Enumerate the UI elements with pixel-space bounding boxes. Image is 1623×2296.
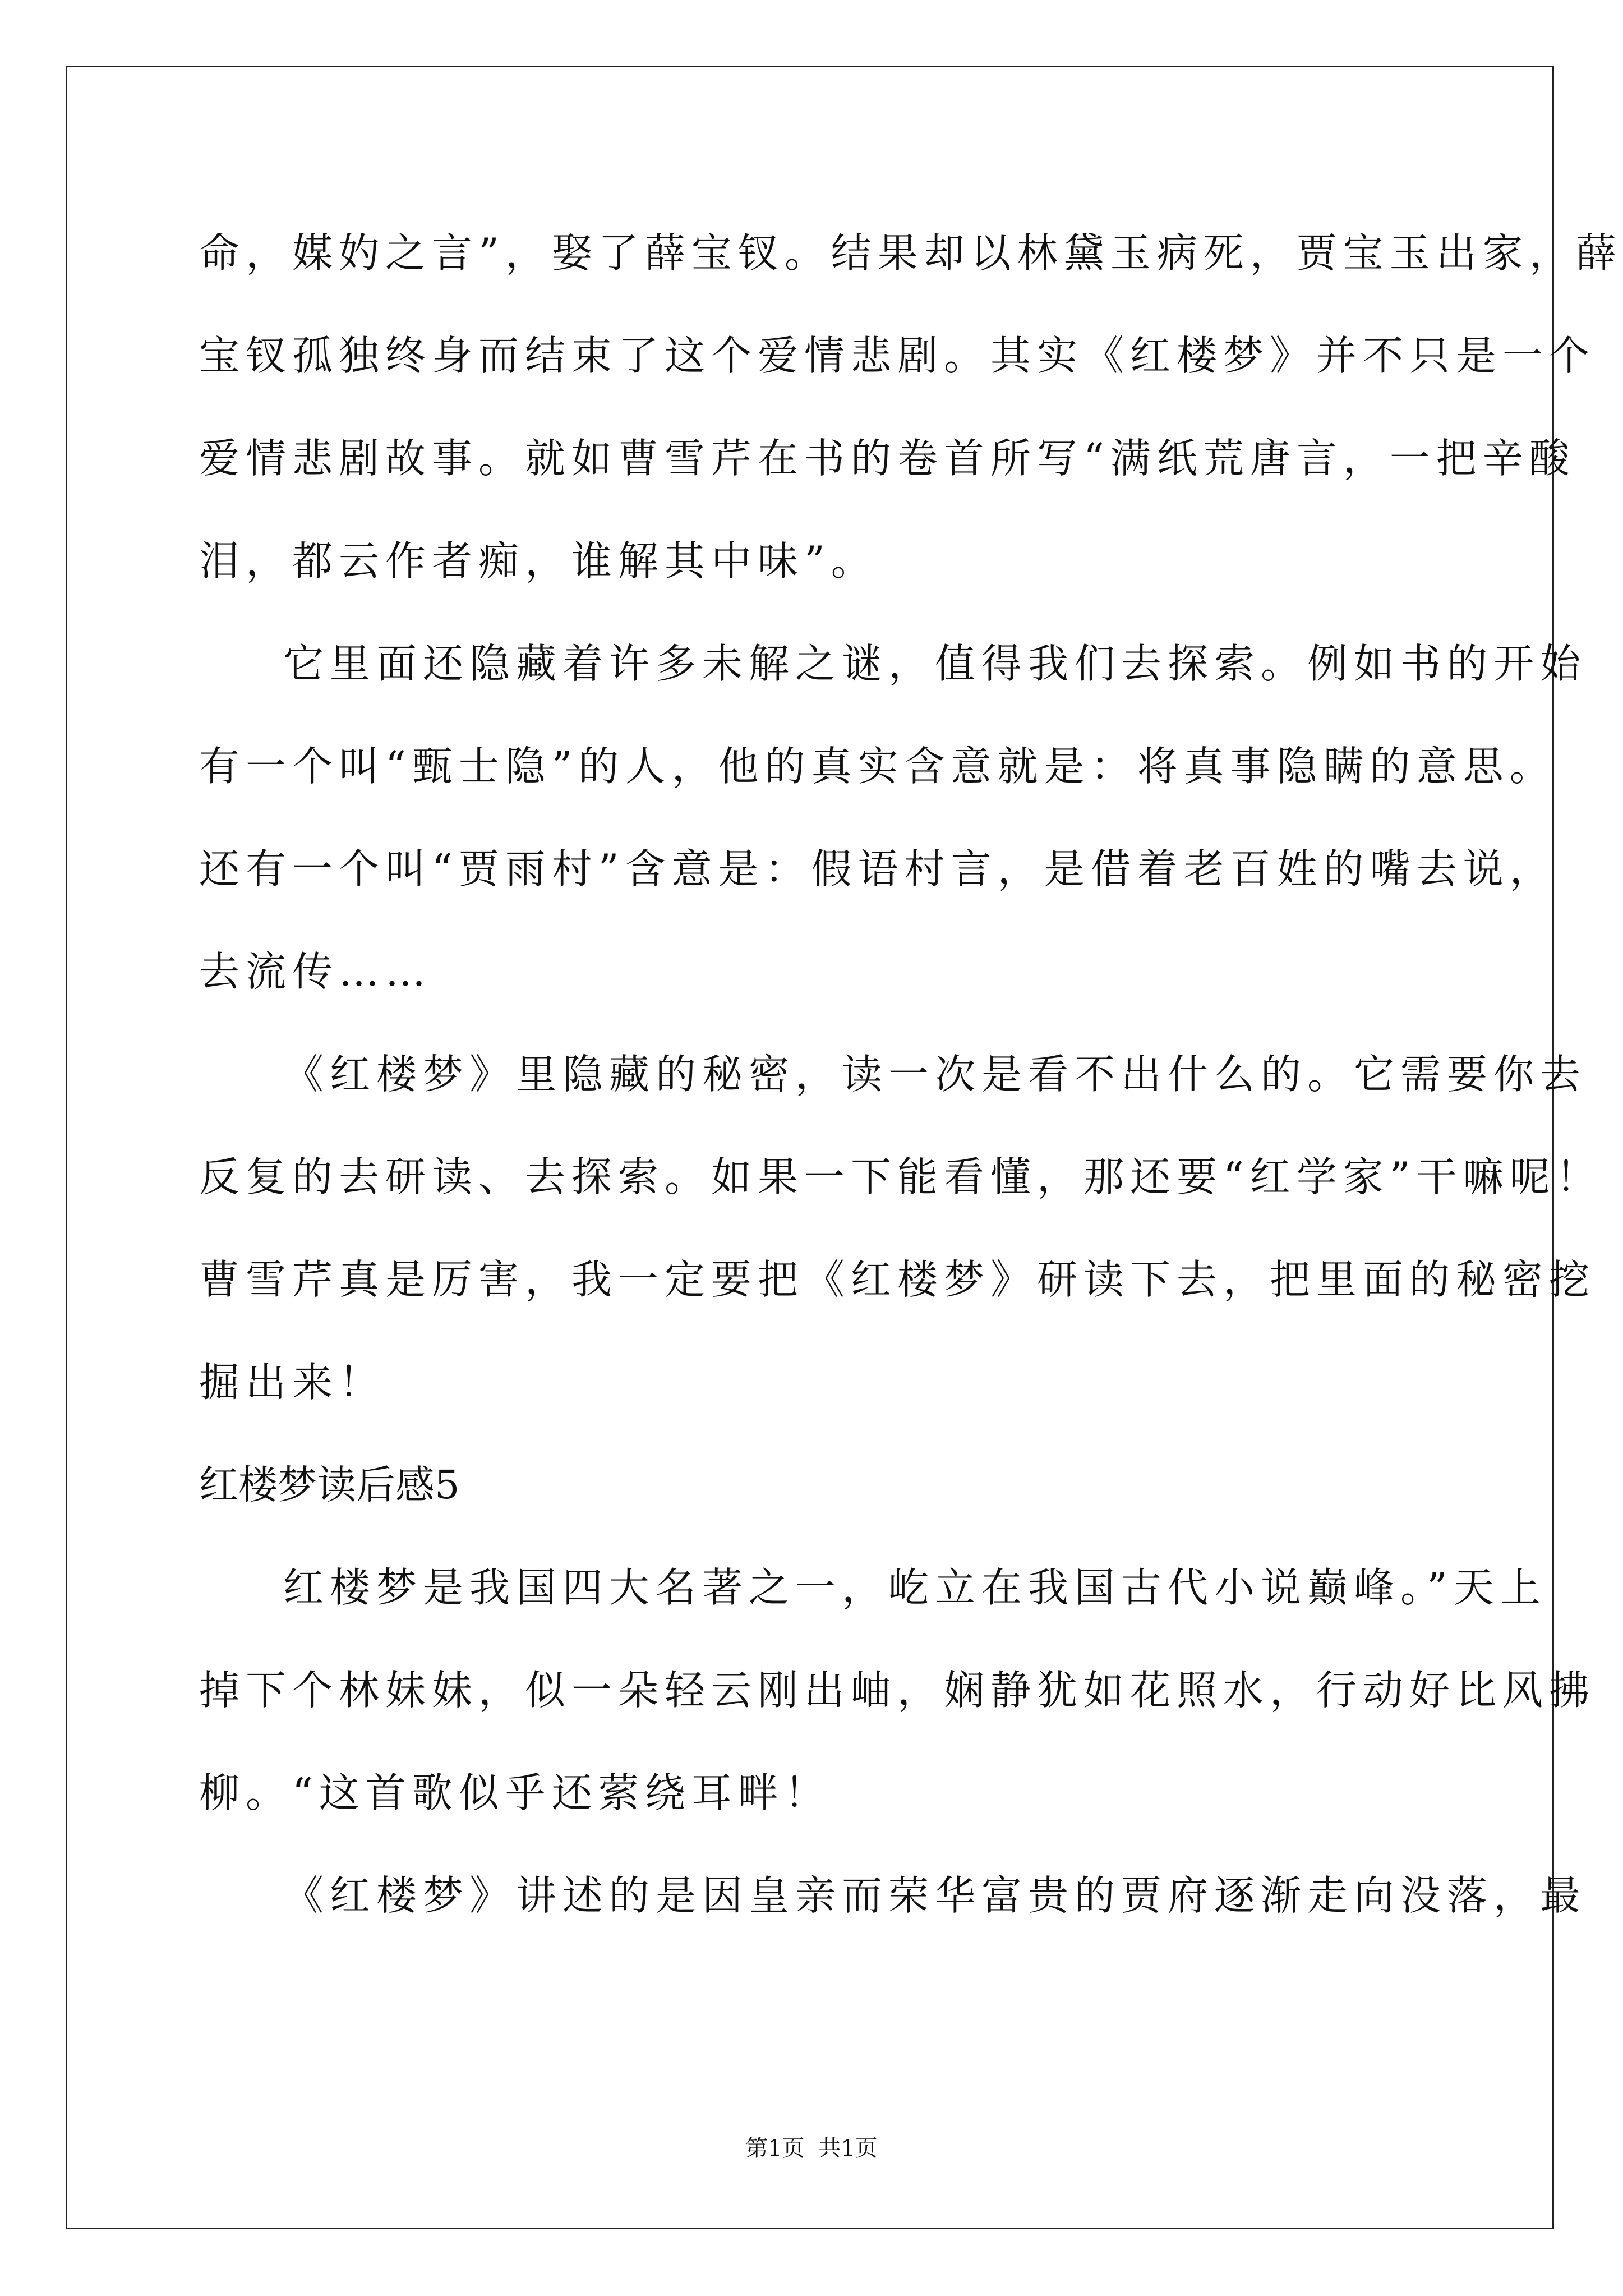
document-body: [199, 202, 1622, 1947]
text-line: 柳。“这首歌似乎还萦绕耳畔！: [199, 1769, 831, 1816]
text-line: 反复的去研读、去探索。如果一下能看懂，那还要“红学家”干嘛呢！: [199, 1153, 1603, 1200]
paragraph-first-line: 红楼梦是我国四大名著之一，屹立在我国古代小说巅峰。”天上: [283, 1564, 1547, 1611]
paragraph-first-line: 《红楼梦》讲述的是因皇亲而荣华富贵的贾府逐渐走向没落，最: [283, 1872, 1587, 1919]
text-line: 爱情悲剧故事。就如曹雪芹在书的卷首所写“满纸荒唐言，一把辛酸: [199, 435, 1576, 482]
text-line: 掘出来！: [199, 1359, 386, 1406]
paragraph-first-line: 它里面还隐藏着许多未解之谜，值得我们去探索。例如书的开始: [283, 640, 1587, 687]
text-line: 去流传……: [199, 948, 432, 995]
page-total: 共1页: [818, 2136, 878, 2161]
page-footer: [0, 2132, 1623, 2165]
text-line: 宝钗孤独终身而结束了这个爱情悲剧。其实《红楼梦》并不只是一个: [199, 332, 1596, 379]
text-line: 还有一个叫“贾雨村”含意是：假语村言，是借着老百姓的嘴去说，: [199, 845, 1556, 892]
paragraph-first-line: 《红楼梦》里隐藏的秘密，读一次是看不出什么的。它需要你去: [283, 1051, 1587, 1098]
text-line: 掉下个林妹妹，似一朵轻云刚出岫，娴静犹如花照水，行动好比风拂: [199, 1667, 1596, 1714]
page-number: 第1页: [745, 2136, 805, 2161]
text-line: 有一个叫“甄士隐”的人，他的真实含意就是：将真事隐瞒的意思。: [199, 743, 1556, 790]
text-line: 泪，都云作者痴，谁解其中味”。: [199, 537, 878, 585]
text-line: 曹雪芹真是厉害，我一定要把《红楼梦》研读下去，把里面的秘密挖: [199, 1256, 1596, 1303]
section-title: 红楼梦读后感5: [199, 1462, 460, 1508]
text-line: 命，媒妁之言”，娶了薛宝钗。结果却以林黛玉病死，贾宝玉出家，薛: [199, 229, 1622, 277]
